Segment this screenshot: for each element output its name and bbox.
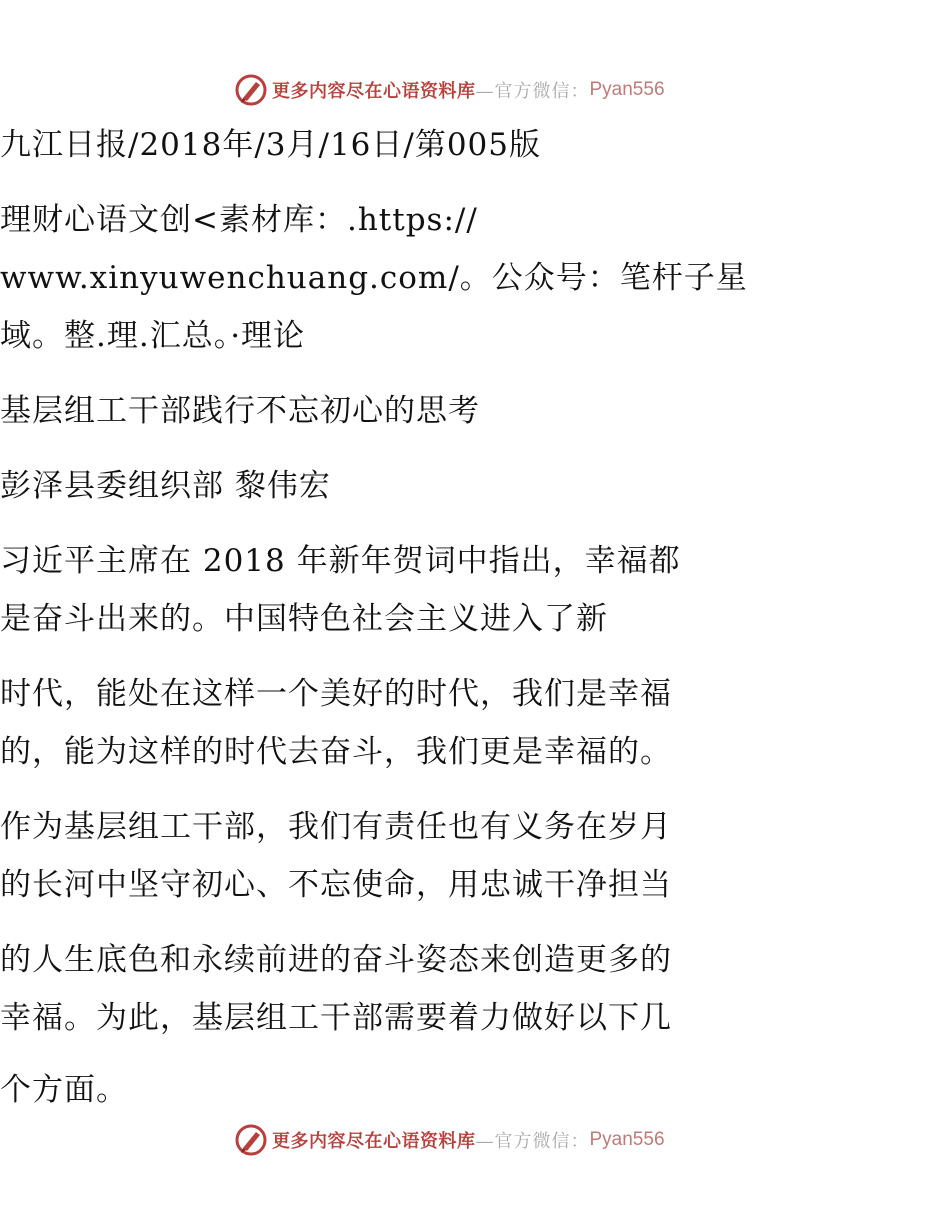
banner-title: 更多内容尽在心语资料库: [272, 1131, 476, 1152]
header-banner: [234, 70, 665, 110]
text-line: 个方面。: [0, 1072, 128, 1108]
text-line: 理财心语文创<素材库：.https://: [0, 202, 478, 238]
banner-wechat-label: —官方微信：: [475, 1131, 590, 1152]
text-line: 时代，能处在这样一个美好的时代，我们是幸福: [0, 676, 672, 712]
text-line: 幸福。为此，基层组工干部需要着力做好以下几: [0, 1000, 672, 1036]
text-line: 的人生底色和永续前进的奋斗姿态来创造更多的: [0, 942, 672, 978]
article-author: 彭泽县委组织部 黎伟宏: [0, 468, 331, 504]
pen-logo-icon: [234, 73, 268, 107]
banner-wechat-id: Pyan556: [589, 1129, 665, 1150]
text-line: 作为基层组工干部，我们有责任也有义务在岁月: [0, 809, 672, 845]
footer-banner: [234, 1120, 665, 1160]
pen-logo-icon: [234, 1123, 268, 1157]
text-line: www.xinyuwenchuang.com/。公众号：笔杆子星: [0, 260, 748, 296]
text-line: 域。整.理.汇总。·理论: [0, 318, 306, 354]
source-line: 九江日报/2018年/3月/16日/第005版: [0, 127, 542, 163]
banner-title: 更多内容尽在心语资料库: [272, 81, 476, 102]
text-line: 的，能为这样的时代去奋斗，我们更是幸福的。: [0, 734, 672, 770]
text-line: 是奋斗出来的。中国特色社会主义进入了新: [0, 601, 608, 637]
text-line: 的长河中坚守初心、不忘使命，用忠诚干净担当: [0, 867, 672, 903]
banner-wechat-id: Pyan556: [589, 79, 665, 100]
article-title: 基层组工干部践行不忘初心的思考: [0, 393, 480, 429]
text-line: 习近平主席在 2018 年新年贺词中指出，幸福都: [0, 543, 681, 579]
banner-wechat-label: —官方微信：: [475, 81, 590, 102]
